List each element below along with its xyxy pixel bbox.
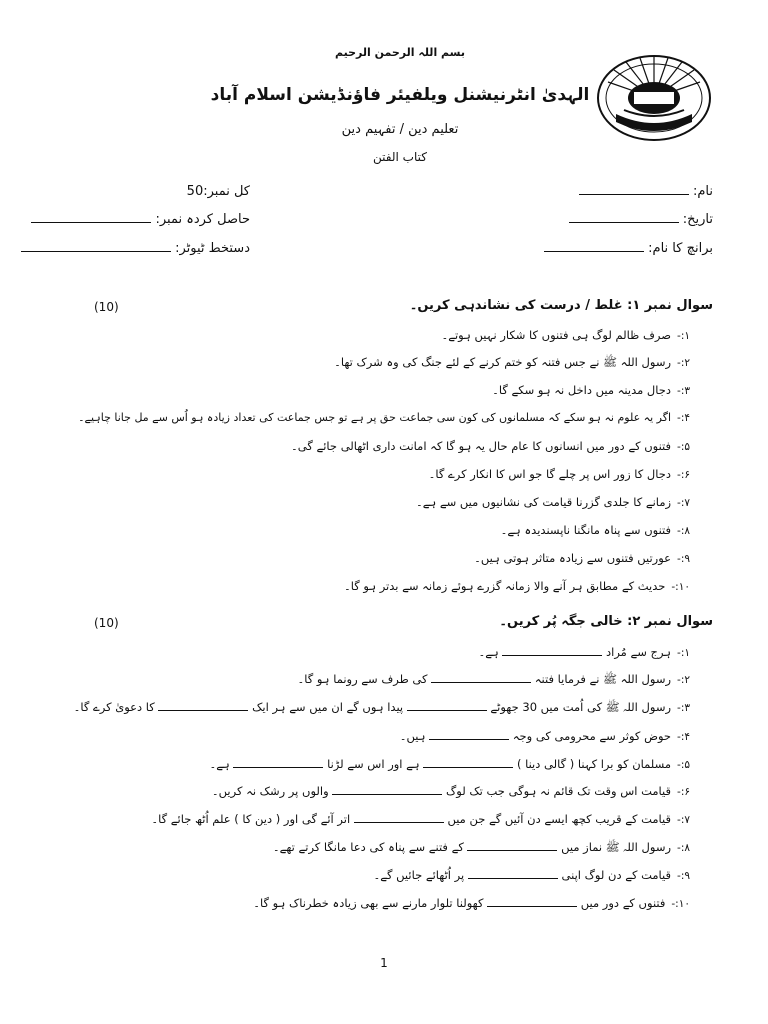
- alhuda-emblem-icon: [594, 52, 714, 144]
- obtained-marks-blank[interactable]: [31, 221, 151, 223]
- section1-marks: (10): [94, 300, 119, 314]
- fill-blank[interactable]: [354, 821, 444, 823]
- list-item: ۱:-ہرج سے مُراد ہے۔: [478, 645, 690, 659]
- fill-blank[interactable]: [407, 709, 487, 711]
- section2-marks: (10): [94, 616, 119, 630]
- tutor-signature-blank[interactable]: [21, 250, 171, 252]
- list-item: ۷:-قیامت کے قریب کچھ ایسے دن آئیں گے جن میں اتر آئے گی اور ( دین کا ) علم اُٹھ جائے گا۔: [151, 812, 690, 826]
- tutor-signature-label: دستخط ٹیوٹر:: [175, 241, 250, 256]
- list-item: ۳:-رسول اللہ ﷺ کی اُمت میں 30 جھوٹے پیدا ہوں گے ان میں سے ہر ایک کا دعویٰ کرے گا۔: [73, 700, 690, 714]
- fill-blank[interactable]: [431, 681, 531, 683]
- bismillah: بسم اللہ الرحمن الرحیم: [334, 46, 465, 59]
- branch-field: [413, 241, 713, 256]
- fill-blank[interactable]: [423, 766, 513, 768]
- section1-title: سوال نمبر ۱: غلط / درست کی نشاندہی کریں۔: [409, 298, 713, 313]
- list-item: ۵:-مسلمان کو برا کہنا ( گالی دینا ) ہے اور اس سے لڑنا ہے۔: [209, 757, 690, 771]
- list-item: ۲:-رسول اللہ ﷺ نے جس فتنہ کو ختم کرنے کے لئے جنگ کی وہ شرک تھا۔: [334, 355, 690, 369]
- list-item: ۶:-دجال کا زور اس پر چلے گا جو اس کا انکار کرے گا۔: [428, 467, 690, 481]
- fill-blank[interactable]: [467, 849, 557, 851]
- date-blank[interactable]: [569, 221, 679, 223]
- list-item: ۴:-حوض کوثر سے محرومی کی وجہ ہیں۔: [399, 729, 690, 743]
- fill-blank[interactable]: [158, 709, 248, 711]
- branch-label: برانچ کا نام:: [648, 241, 713, 256]
- branch-blank[interactable]: [544, 250, 644, 252]
- tutor-signature-field: [50, 241, 250, 256]
- fill-blank[interactable]: [468, 877, 558, 879]
- name-label: نام:: [692, 184, 713, 199]
- fill-blank[interactable]: [429, 738, 509, 740]
- obtained-marks-field: [50, 212, 250, 227]
- book-title: کتاب الفتن: [373, 150, 427, 164]
- list-item: ۱:-صرف ظالم لوگ ہی فتنوں کا شکار نہیں ہوتے۔: [441, 328, 690, 342]
- obtained-marks-label: حاصل کردہ نمبر:: [155, 212, 250, 227]
- date-label: تاریخ:: [682, 212, 713, 227]
- name-field: [413, 184, 713, 199]
- organization-title: الہدیٰ انٹرنیشنل ویلفیئر فاؤنڈیشن اسلام آباد: [210, 85, 590, 105]
- list-item: ۹:-عورتیں فتنوں سے زیادہ متاثر ہوتی ہیں۔: [474, 551, 690, 565]
- list-item: ۳:-دجال مدینہ میں داخل نہ ہو سکے گا۔: [492, 383, 690, 397]
- list-item: ۴:-اگر یہ علوم نہ ہو سکے کہ مسلمانوں کی کون سی جماعت حق پر ہے تو جس جماعت کی تعداد زیادہ ہو اُس سے مل جانا چاہیے۔: [78, 411, 690, 424]
- section2-title: سوال نمبر ۲: خالی جگہ پُر کریں۔: [499, 614, 713, 629]
- fill-blank[interactable]: [233, 766, 323, 768]
- name-blank[interactable]: [579, 193, 689, 195]
- fill-blank[interactable]: [332, 793, 442, 795]
- list-item: ۱۰:-فتنوں کے دور میں کھولنا تلوار مارنے سے بھی زیادہ خطرناک ہو گا۔: [253, 896, 690, 910]
- date-field: [413, 212, 713, 227]
- fill-blank[interactable]: [502, 654, 602, 656]
- page-number: 1: [380, 956, 388, 970]
- list-item: ۱۰:-حدیث کے مطابق ہر آنے والا زمانہ گزرے ہوئے زمانہ سے بدتر ہو گا۔: [344, 579, 690, 593]
- list-item: ۸:-فتنوں سے پناہ مانگنا ناپسندیدہ ہے۔: [500, 523, 690, 537]
- fill-blank[interactable]: [487, 905, 577, 907]
- list-item: ۶:-قیامت اس وقت تک قائم نہ ہوگی جب تک لوگ والوں پر رشک نہ کریں۔: [211, 784, 690, 798]
- list-item: ۵:-فتنوں کے دور میں انسانوں کا عام حال یہ ہو گا کہ امانت داری اٹھالی جائے گی۔: [291, 439, 690, 453]
- total-marks: کل نمبر:50: [186, 184, 250, 199]
- list-item: ۸:-رسول اللہ ﷺ نماز میں کے فتنے سے پناہ کی دعا مانگا کرتے تھے۔: [272, 840, 690, 854]
- subject-title: تعلیم دین / تفہیم دین: [341, 122, 459, 137]
- list-item: ۹:-قیامت کے دن لوگ اپنی پر اُٹھائے جائیں گے۔: [373, 868, 690, 882]
- list-item: ۲:-رسول اللہ ﷺ نے فرمایا فتنہ کی طرف سے رونما ہو گا۔: [297, 672, 690, 686]
- list-item: ۷:-زمانے کا جلدی گزرنا قیامت کی نشانیوں میں سے ہے۔: [415, 495, 690, 509]
